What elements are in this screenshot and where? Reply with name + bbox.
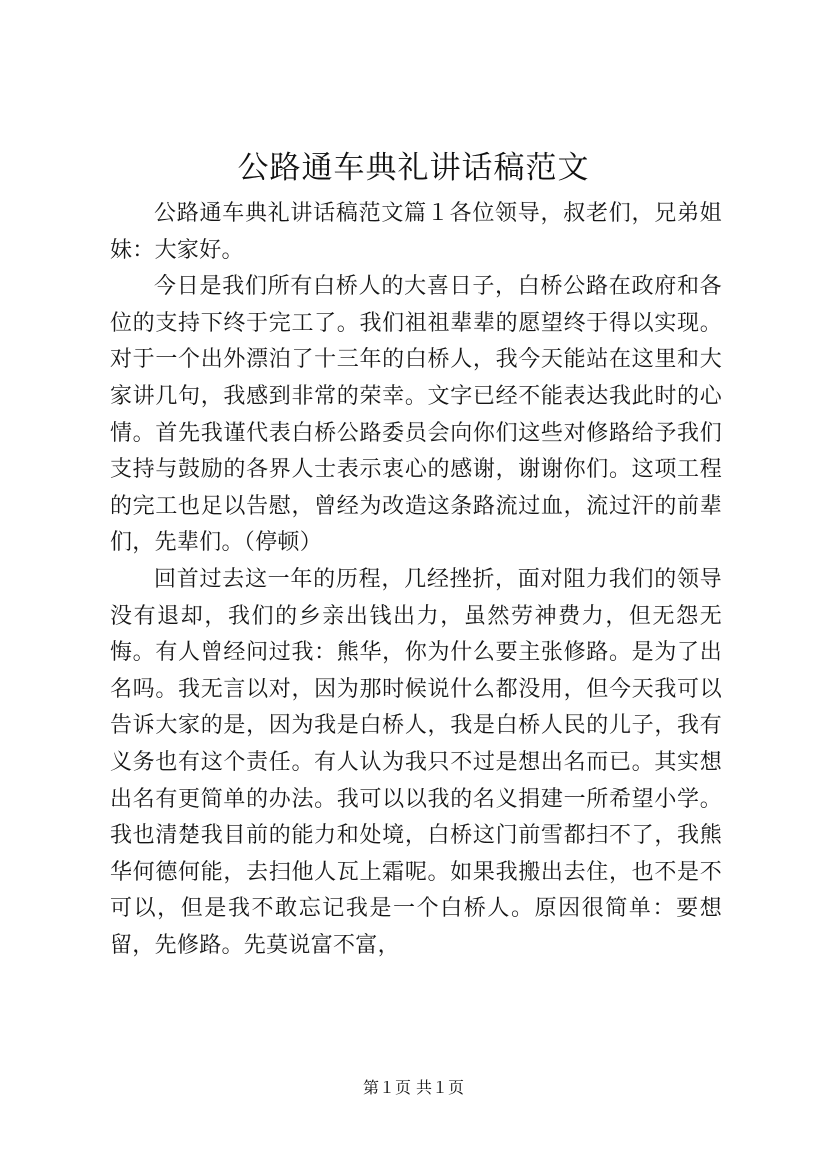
paragraph-retrospect: 回首过去这一年的历程，几经挫折，面对阻力我们的领导没有退却，我们的乡亲出钱出力，虽然劳神费力，但无怨无悔。有人曾经问过我：熊华，你为什么要主张修路。是为了出名吗。我无言以对，因为那时候说什么都没用，但今天我可以告诉大家的是，因为我是白桥人，我是白桥人民的儿子，我有义务也有这个责任。有人认为我只不过是想出名而已。其实想出名有更简单的办法。我可以以我的名义捐建一所希望小学。我也清楚我目前的能力和处境，白桥这门前雪都扫不了，我熊华何德何能，去扫他人瓦上霜呢。如果我搬出去住，也不是不可以，但是我不敢忘记我是一个白桥人。原因很简单：要想留，先修路。先莫说富不富，	[110, 566, 722, 958]
document-title: 公路通车典礼讲话稿范文	[237, 150, 590, 186]
paragraph-greeting: 公路通车典礼讲话稿范文篇１各位领导，叔老们，兄弟姐妹：大家好。	[110, 201, 722, 263]
page-footer: 第１页 共１页	[362, 1078, 465, 1097]
paragraph-celebration: 今日是我们所有白桥人的大喜日子，白桥公路在政府和各位的支持下终于完工了。我们祖祖辈辈的愿望终于得以实现。对于一个出外漂泊了十三年的白桥人，我今天能站在这里和大家讲几句，我感到非常的荣幸。文字已经不能表达我此时的心情。首先我谨代表白桥公路委员会向你们这些对修路给予我们支持与鼓励的各界人士表示衷心的感谢，谢谢你们。这项工程的完工也足以告慰，曾经为改造这条路流过血，流过汗的前辈们，先辈们。（停顿）	[110, 274, 722, 556]
document-body	[110, 196, 722, 964]
